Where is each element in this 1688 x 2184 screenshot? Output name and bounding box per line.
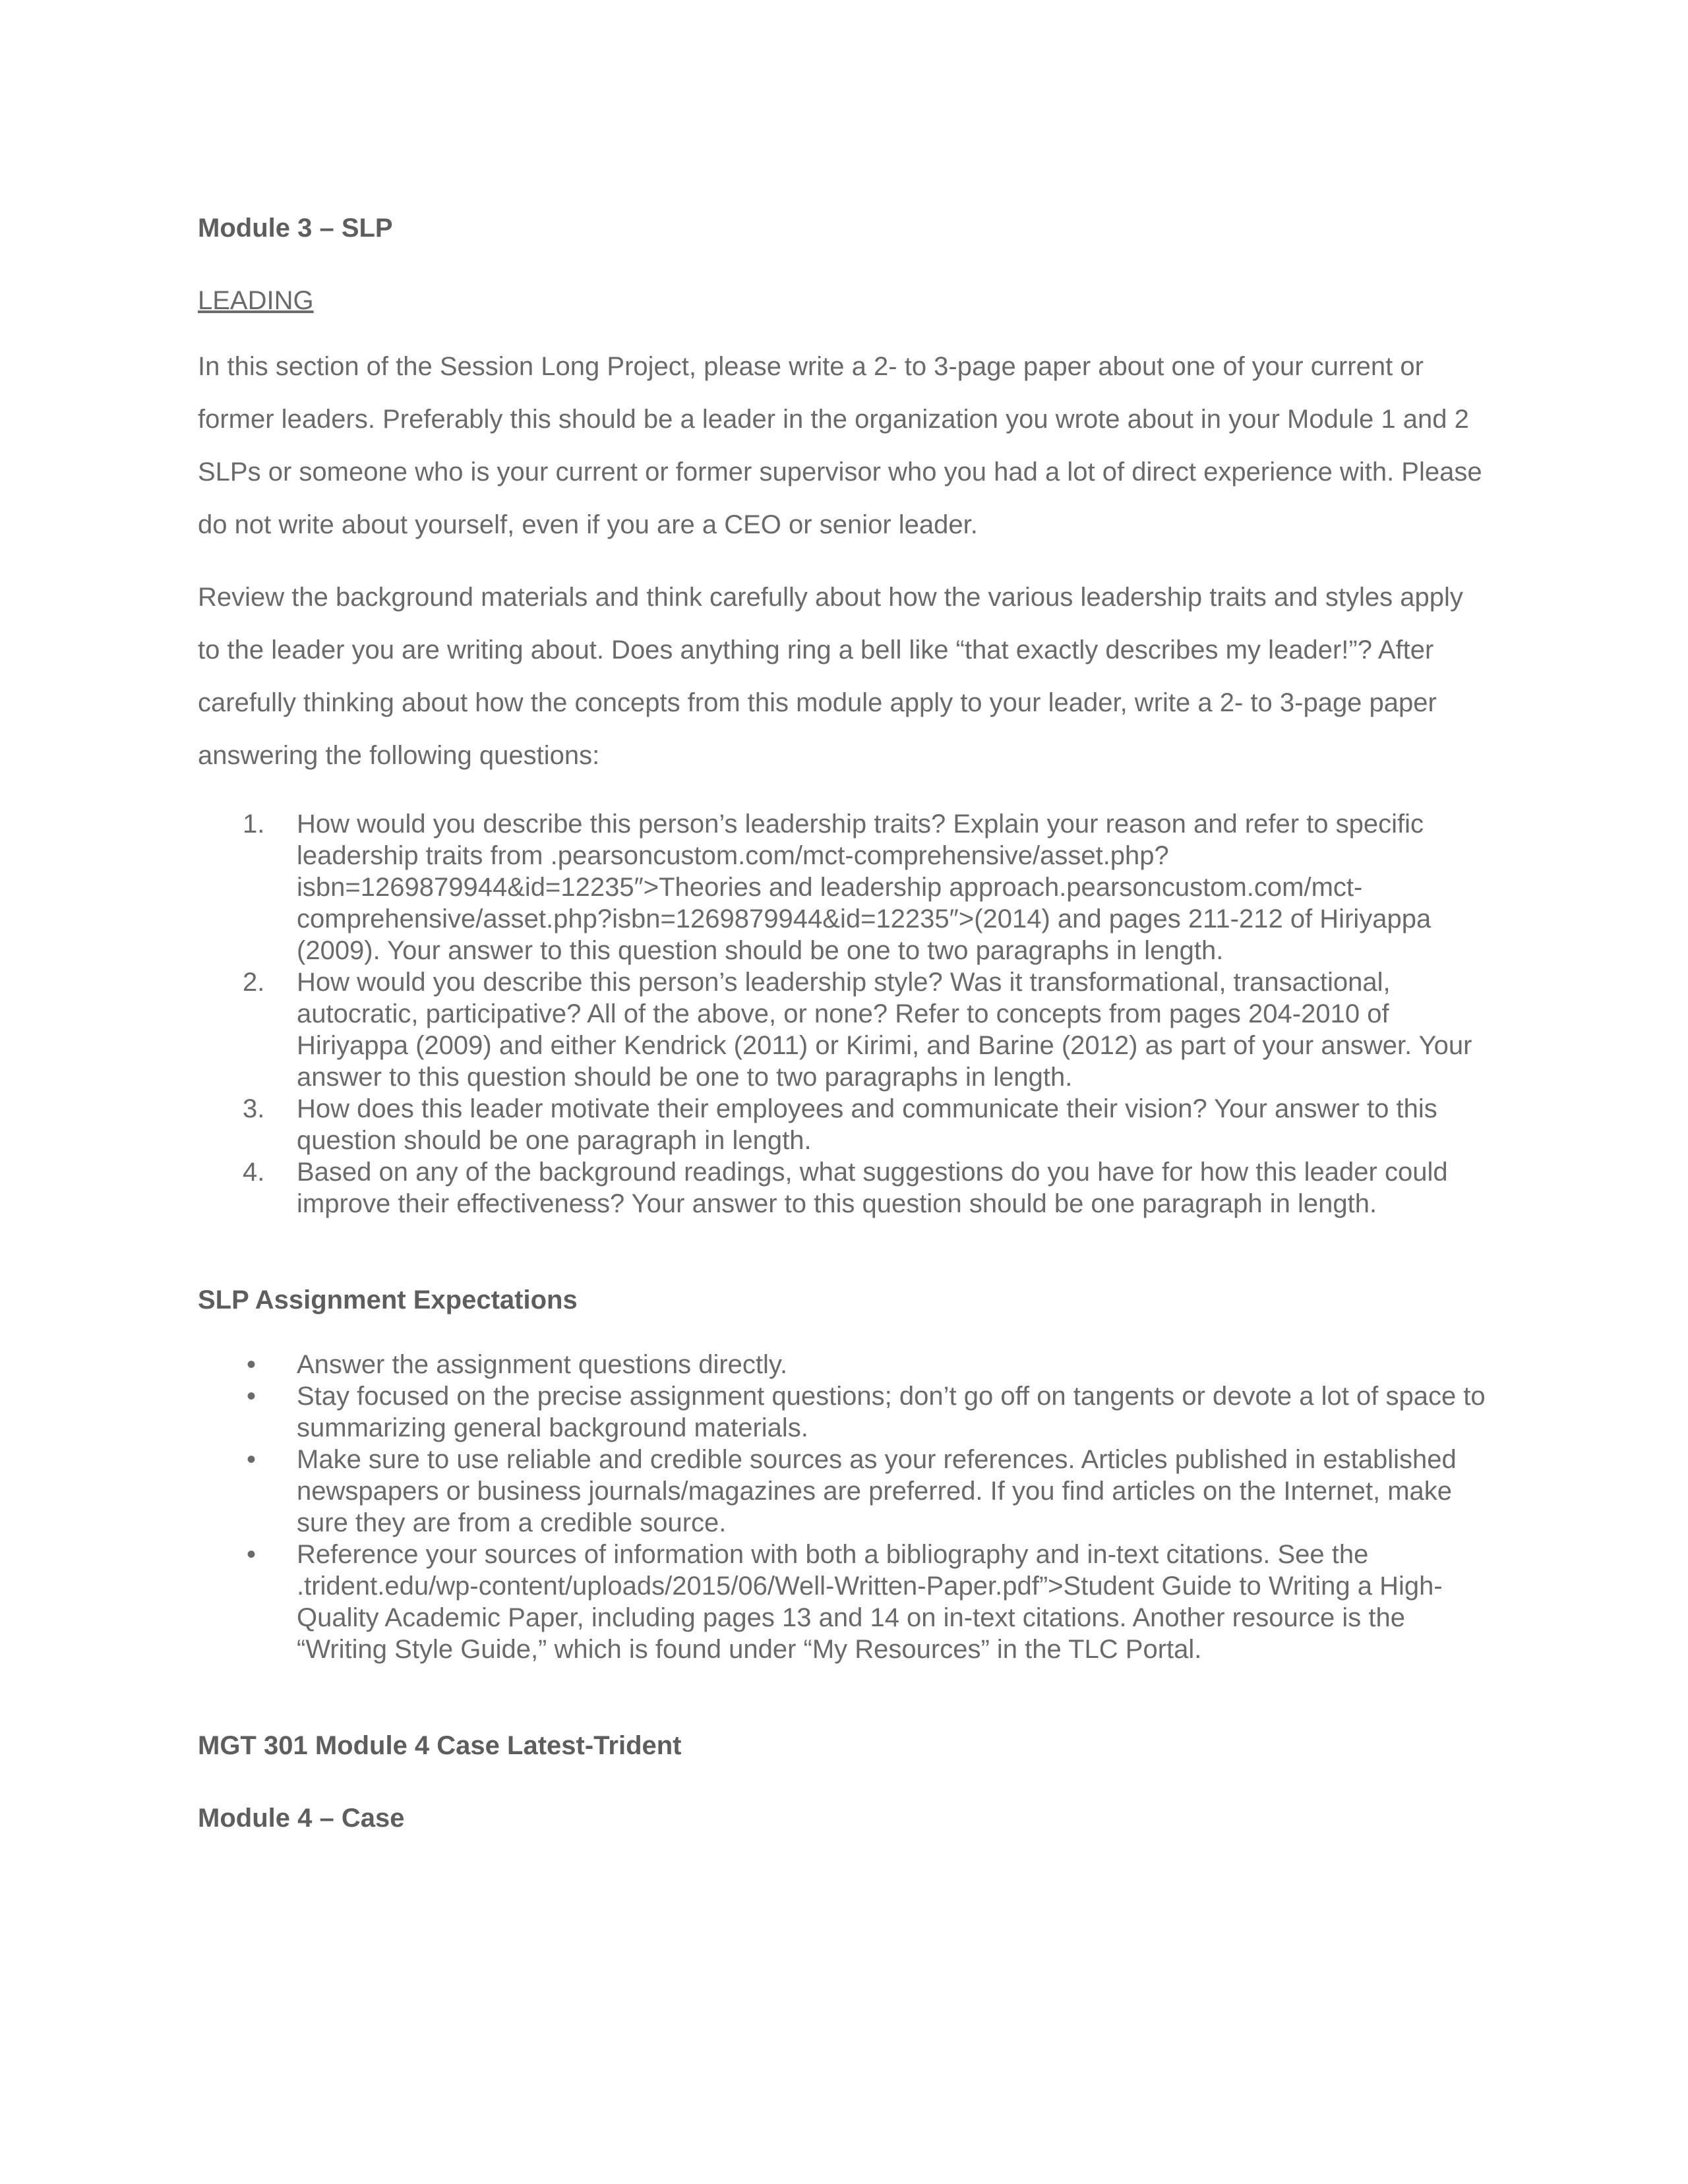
list-number: 3. — [243, 1094, 265, 1123]
list-item — [198, 1380, 1490, 1444]
bullet-icon: • — [247, 1350, 256, 1379]
question-text: Based on any of the background readings, what suggestions do you have for how this leader could improve their effectiveness? Your answer to this question should be one paragraph in length. — [297, 1158, 1448, 1218]
list-number: 2. — [243, 968, 265, 997]
expectations-list — [198, 1349, 1490, 1665]
expectation-text: Answer the assignment questions directly. — [297, 1350, 788, 1379]
question-text: How would you describe this person’s leadership traits? Explain your reason and refer to specific leadership traits from .pearsoncustom.com/mct-comprehensive/asset.php?isbn=1269879944&id=12235″>Theories and leadership approach.pearsoncustom.com/mct-comprehensive/asset.php?isbn=1269879944&id=12235″>(2014) and pages 211-212 of Hiriyappa (2009). Your answer to this question should be one to two paragraphs in length. — [297, 810, 1432, 965]
list-item — [198, 1156, 1490, 1220]
list-item — [198, 966, 1490, 1093]
questions-list — [198, 808, 1490, 1220]
section-subtitle: LEADING — [198, 286, 314, 315]
bullet-icon: • — [247, 1382, 256, 1411]
list-item — [198, 1444, 1490, 1539]
expectation-text: Stay focused on the precise assignment questions; don’t go off on tangents or devote a lot of space to summarizing general background materials. — [297, 1382, 1486, 1442]
expectations-title: SLP Assignment Expectations — [198, 1285, 578, 1314]
list-item — [198, 808, 1490, 966]
list-item — [198, 1539, 1490, 1665]
bullet-icon: • — [247, 1445, 256, 1474]
question-text: How does this leader motivate their employees and communicate their vision? Your answer to this question should be one paragraph in length. — [297, 1094, 1437, 1155]
review-paragraph: Review the background materials and think carefully about how the various leadership traits and styles apply to the leader you are writing about. Does anything ring a bell like “that exactly describes my leader!”? After carefully thinking about how the concepts from this module apply to your leader, write a 2- to 3-page paper answering the following questions: — [198, 583, 1463, 770]
document-page — [198, 211, 1490, 1835]
case-heading: MGT 301 Module 4 Case Latest-Trident — [198, 1731, 682, 1760]
module4-heading: Module 4 – Case — [198, 1804, 405, 1833]
list-number: 1. — [243, 810, 265, 839]
list-number: 4. — [243, 1158, 265, 1187]
module3-title: Module 3 – SLP — [198, 214, 393, 243]
bullet-icon: • — [247, 1540, 256, 1569]
expectation-text: Make sure to use reliable and credible sources as your references. Articles published in established newspapers or business journals/magazines are preferred. If you find articles on the Internet, make sure they are from a credible source. — [297, 1445, 1457, 1537]
expectation-text: Reference your sources of information with both a bibliography and in-text citations. See the .trident.edu/wp-content/uploads/2015/06/Well-Written-Paper.pdf”>Student Guide to Writing a High-Quality Academic Paper, including pages 13 and 14 on in-text citations. Another resource is the “Writing Style Guide,” which is found under “My Resources” in the TLC Portal. — [297, 1540, 1443, 1664]
list-item — [198, 1349, 1490, 1380]
intro-paragraph: In this section of the Session Long Project, please write a 2- to 3-page paper about one of your current or former leaders. Preferably this should be a leader in the organization you wrote about in your Module 1 and 2 SLPs or someone who is your current or former supervisor who you had a lot of direct experience with. Please do not write about yourself, even if you are a CEO or senior leader. — [198, 352, 1482, 539]
question-text: How would you describe this person’s leadership style? Was it transformational, transactional, autocratic, participative? All of the above, or none? Refer to concepts from pages 204-2010 of Hiriyappa (2009) and either Kendrick (2011) or Kirimi, and Barine (2012) as part of your answer. Your answer to this question should be one to two paragraphs in length. — [297, 968, 1472, 1092]
list-item — [198, 1093, 1490, 1156]
